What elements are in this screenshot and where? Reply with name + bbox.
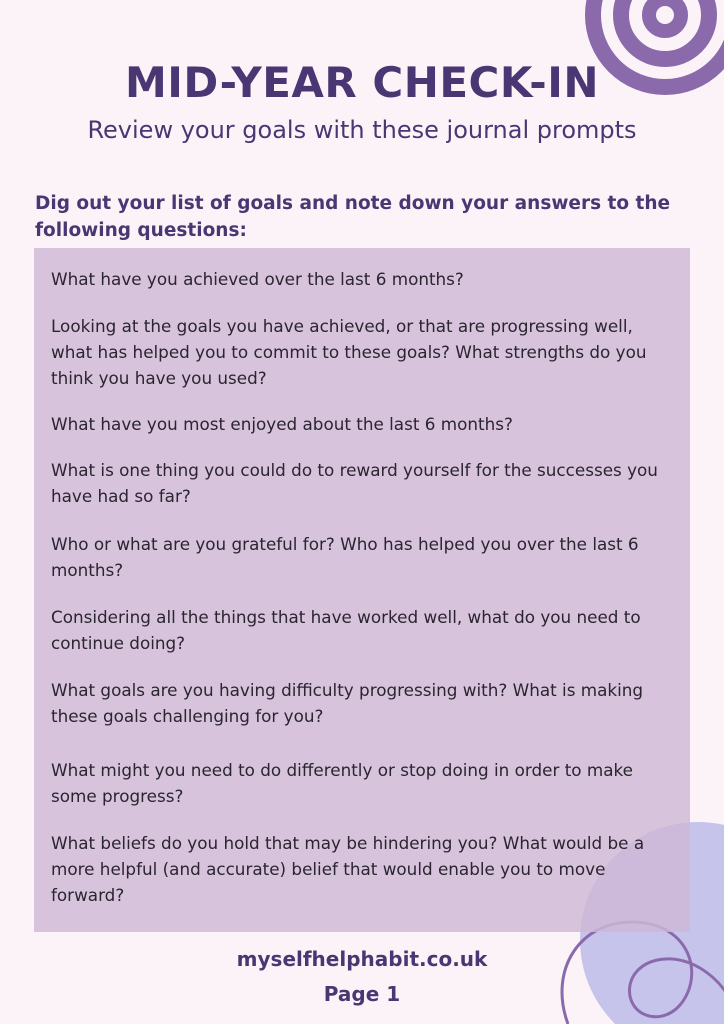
footer-page-number: Page 1 xyxy=(323,982,401,1006)
intro-instruction: Dig out your list of goals and note down your answers to the following questions: xyxy=(35,193,671,241)
journal-prompt: What beliefs do you hold that may be hindering you? What would be a more helpful (and accurate) belief that would enable you to move forward? xyxy=(51,833,645,905)
page-title: MID-YEAR CHECK-IN xyxy=(125,58,599,107)
journal-prompts-panel xyxy=(34,248,690,932)
journal-prompt: What goals are you having difficulty progressing with? What is making these goals challenging for you? xyxy=(51,680,644,726)
footer-website: myselfhelphabit.co.uk xyxy=(236,947,488,971)
journal-prompt: What is one thing you could do to reward yourself for the successes you have had so far? xyxy=(51,460,658,506)
journal-prompt: What might you need to do differently or stop doing in order to make some progress? xyxy=(51,760,633,806)
journal-prompt: Looking at the goals you have achieved, or that are progressing well, what has helped you to commit to these goals? What strengths do you think you have you used? xyxy=(51,316,647,388)
journal-prompt: Considering all the things that have worked well, what do you need to continue doing? xyxy=(51,607,641,653)
journal-prompt: What have you most enjoyed about the last 6 months? xyxy=(51,414,513,434)
journal-prompt: Who or what are you grateful for? Who has helped you over the last 6 months? xyxy=(51,534,639,580)
journal-prompt: What have you achieved over the last 6 months? xyxy=(51,269,464,289)
page-subtitle: Review your goals with these journal prompts xyxy=(87,116,637,144)
